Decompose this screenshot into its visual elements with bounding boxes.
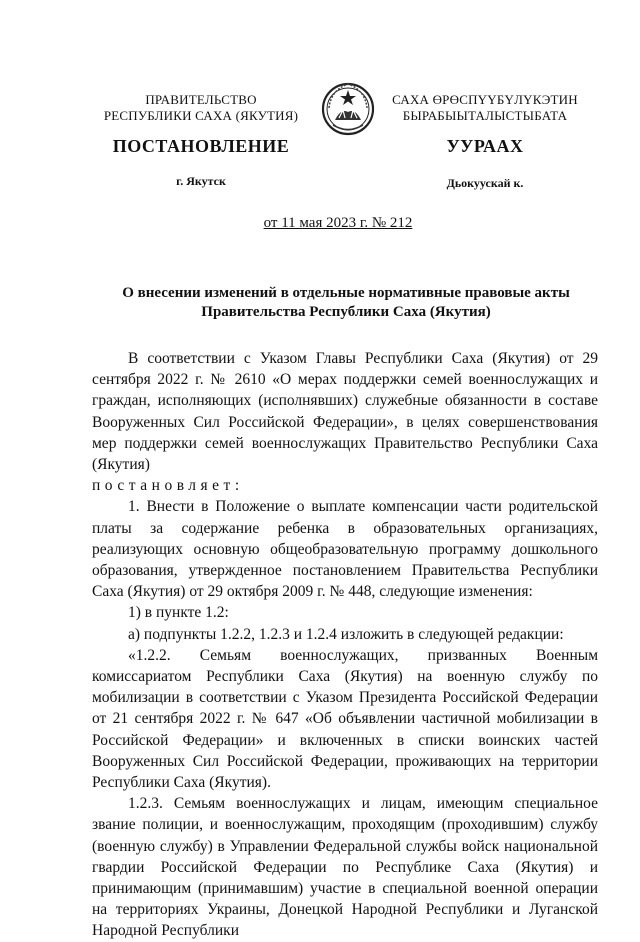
document-type-ru: ПОСТАНОВЛЕНИЕ [112, 136, 290, 156]
government-name-sakha [382, 92, 588, 124]
government-name-sakha-line1: САХА ӨРӨСПҮҮБҮЛҮКЭТИН [392, 92, 578, 107]
paragraph-1-2-2: «1.2.2. Семьям военнослужащих, призванных Военным комиссариатом Республики Саха (Якутия) на военную службу по мобилизации в соответствии с Указом Президента Российской Федерации от 21 сентября 2022 г. № 647 «Об объявлении частичной мобилизации в Российской Федерации» и включенных в списки воинских частей Вооруженных Сил Российской Федерации, проживающих на территории Республики Саха (Якутия). [92, 646, 598, 792]
paragraph-1-2-3: 1.2.3. Семьям военнослужащих и лицам, имеющим специальное звание полиции, и военнослужащим, проходящим (проходившим) службу (военную службу) в Управлении Федеральной службы войск национальной гвардии Российской Федерации по Республике Саха (Якутия) и принимающим (принимавшим) участие в специальной военной операции на территориях Украины, Донецкой Народной Республики и Луганской Народной Республики [92, 795, 598, 940]
government-name-ru [92, 92, 310, 124]
document-body [92, 348, 598, 942]
paragraph-subitem-a: а) подпункты 1.2.2, 1.2.3 и 1.2.4 изложить в следующей редакции: [128, 625, 564, 643]
coat-of-arms-icon [321, 78, 375, 138]
government-name-ru-line1: ПРАВИТЕЛЬСТВО [145, 92, 257, 107]
date-number: от 11 мая 2023 г. № 212 [263, 215, 413, 231]
city-sakha: Дьокуускай к. [446, 176, 524, 190]
document-heading-line2: Правительства Республики Саха (Якутия) [201, 304, 491, 320]
government-name-ru-line2: РЕСПУБЛИКИ САХА (ЯКУТИЯ) [103, 108, 299, 123]
paragraph-preamble: В соответствии с Указом Главы Республики Саха (Якутия) от 29 сентября 2022 г. № 2610 «О мерах поддержки семей военнослужащих и граждан, исполняющих (исполнявших) служебные обязанности в составе Вооруженных Сил Российской Федерации», в целях совершенствования мер поддержки семей военнослужащих Правительство Республики Саха (Якутия) [92, 350, 598, 474]
paragraph-subitem-1: 1) в пункте 1.2: [128, 604, 229, 622]
paragraph-item-1: 1. Внести в Положение о выплате компенсации части родительской платы за содержание ребенка в образовательных организациях, реализующих основную общеобразовательную программу дошкольного образования, утвержденное постановлением Правительства Республики Саха (Якутия) от 29 октября 2009 г. № 448, следующие изменения: [92, 498, 598, 601]
document-heading [92, 284, 600, 322]
government-name-sakha-line2: БЫРАБЫЫТАЛЫСТЫБАТА [402, 108, 568, 123]
document-type-sakha: УУРААХ [446, 136, 524, 156]
city-ru: г. Якутск [176, 174, 226, 188]
paragraph-resolves: постановляет: [92, 477, 244, 495]
document-heading-line1: О внесении изменений в отдельные нормативные правовые акты [122, 285, 570, 301]
